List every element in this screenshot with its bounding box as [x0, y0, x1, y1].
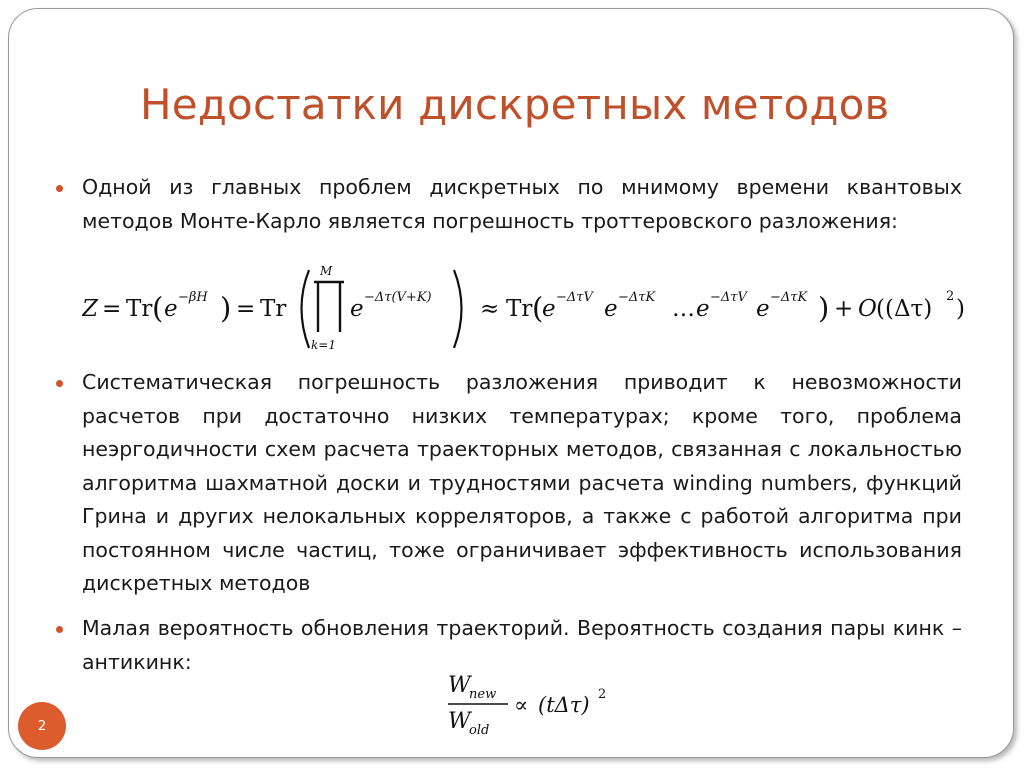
formula-o-pow: 2 [946, 289, 955, 304]
formula-e-3: e [542, 296, 556, 322]
formula-prop: ∝ [514, 693, 529, 717]
trotter-formula [82, 262, 982, 354]
formula-exp-k1: −ΔτK [618, 290, 656, 305]
formula-o: O [858, 296, 877, 322]
formula-eq-1: = [102, 296, 122, 322]
prod-upper: M [320, 264, 333, 278]
bullet-item [62, 366, 962, 601]
bullet-text: Систематическая погрешность разложения приводит к невозможности расчетов при достаточно низких температурах; кроме того, проблема неэргодичности схем расчета траекторных методов, связанная с локальностью алгоритма шахматной доски и трудностями расчета winding numbers, функций Грина и других нелокальных корреляторов, а также с работой алгоритма при постоянном числе частиц, тоже ограничивает эффективность использования дискретных методов [82, 370, 962, 595]
formula-e-4: e [604, 296, 618, 322]
formula-e-2: e [350, 296, 364, 322]
bullet-item [62, 171, 962, 238]
formula-w-den: W [448, 709, 471, 734]
slide-title: Недостатки дискретных методов [140, 80, 890, 129]
formula-rhs-pow: 2 [598, 687, 607, 702]
formula-den-sub: old [469, 723, 490, 738]
formula-exp-v2: −ΔτV [710, 290, 747, 305]
product-icon [314, 282, 344, 332]
bullet-item [62, 612, 962, 679]
big-paren-right [454, 270, 462, 348]
formula-plus: + [834, 296, 854, 322]
formula-z: Z [82, 296, 98, 322]
bullet-text: Одной из главных проблем дискретных по мнимому времени квантовых методов Монте-Карло является погрешность троттеровского разложения: [82, 175, 962, 233]
formula-tr-3: Tr [506, 296, 533, 322]
formula-o-close: ) [956, 296, 965, 322]
formula-tr-1: Tr [126, 296, 153, 322]
bullet-dot-icon [56, 185, 63, 192]
page-number-badge: 2 [18, 702, 66, 750]
formula-e-6: e [756, 296, 770, 322]
weight-ratio-formula [448, 670, 618, 740]
bullet-dot-icon [56, 380, 63, 387]
prod-lower: k=1 [311, 338, 336, 352]
formula-exp-1: −βH [178, 290, 208, 305]
formula-approx: ≈ [480, 296, 500, 322]
formula-w-num: W [448, 673, 471, 698]
formula-dots: … [672, 296, 695, 322]
formula-e-5: e [696, 296, 710, 322]
formula-paren: ( [152, 291, 164, 325]
bullet-text: Малая вероятность обновления траекторий. Вероятность создания пары кинк – антикинк: [82, 616, 962, 674]
formula-num-sub: new [469, 687, 497, 702]
formula-eq-2: = [236, 296, 256, 322]
formula-rhs: (tΔτ) [538, 693, 590, 717]
formula-paren: ) [220, 291, 232, 325]
formula-o-arg: ((Δτ) [876, 296, 933, 322]
formula-paren: ( [532, 291, 544, 325]
formula-tr-2: Tr [260, 296, 287, 322]
formula-exp-k2: −ΔτK [770, 290, 808, 305]
big-paren-left [302, 270, 310, 348]
formula-exp-v1: −ΔτV [556, 290, 593, 305]
bullet-dot-icon [56, 626, 63, 633]
formula-e-1: e [164, 296, 178, 322]
formula-paren: ) [818, 291, 830, 325]
formula-exp-2: −Δτ(V+K) [364, 290, 432, 305]
